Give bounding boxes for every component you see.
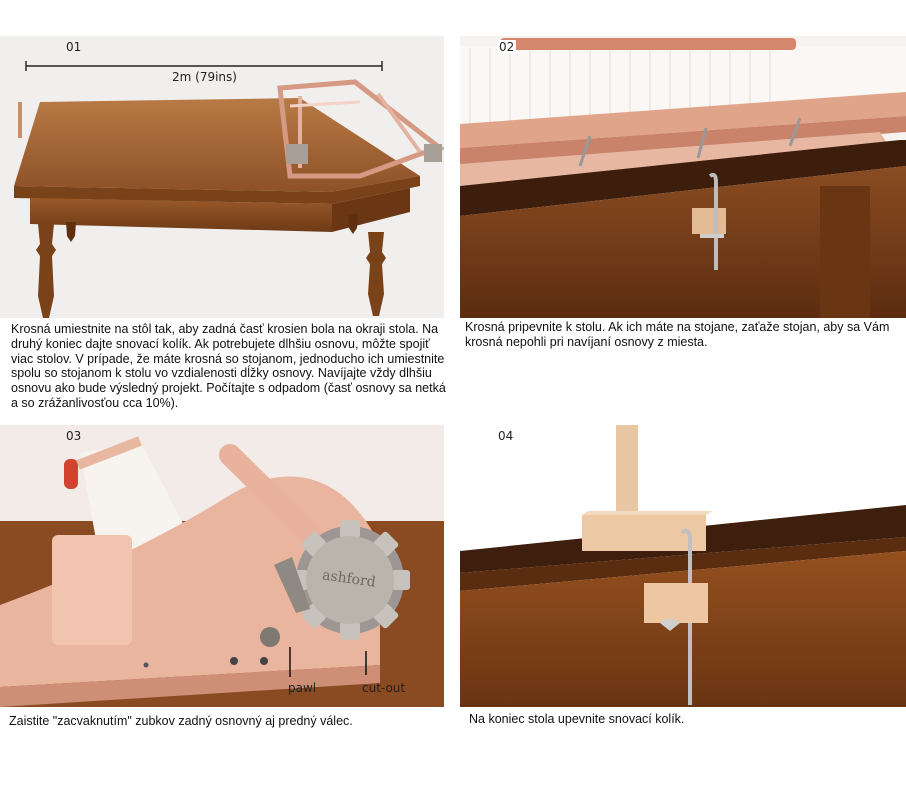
loom-ratchet-closeup-illustration [0, 425, 444, 707]
caption-step-3: Zaistite "zacvaknutím" zubkov zadný osnovný aj predný válec. [9, 714, 353, 728]
photo-step-2 [460, 36, 906, 318]
caption-step-4: Na koniec stola upevnite snovací kolík. [469, 712, 685, 726]
step-number-1: 01 [66, 40, 82, 54]
measurement-line [0, 36, 444, 96]
step-number-3: 03 [66, 429, 82, 443]
caption-step-1: Krosná umiestnite na stôl tak, aby zadná časť krosien bola na okraji stola. Na druhý koniec dajte snovací kolík. Ak potrebujete dlhšiu osnovu, môžte spojiť viac stolov. V prípade, že máte krosná so stojanom, jednoducho ich umiestnite spolu so stojanom k stolu vo vzdialenosti dĺžky osnovy. Navíjajte vždy dlhšiu osnovu ako bude výsledný projekt. Počítajte s odpadom (časť osnovy sa netká a so zrážanlivosťou cca 10%). [11, 322, 446, 410]
caption-step-2: Krosná pripevnite k stolu. Ak ich máte na stojane, zaťaže stojan, aby sa Vám krosná nepohli pri navíjaní osnovy z miesta. [465, 320, 890, 349]
step-number-2: 02 [499, 40, 515, 54]
photo-step-3 [0, 425, 444, 707]
photo-step-4 [460, 425, 906, 707]
loom-clamped-to-table-illustration [460, 36, 906, 318]
photo-step-1 [0, 36, 444, 318]
callout-pawl: pawl [288, 681, 317, 695]
step-number-4: 04 [498, 429, 514, 443]
brand-logo: ashford [321, 567, 377, 591]
callout-cut-out: cut-out [362, 681, 406, 695]
warping-peg-clamp-illustration [460, 425, 906, 707]
measurement-label: 2m (79ins) [172, 70, 237, 84]
